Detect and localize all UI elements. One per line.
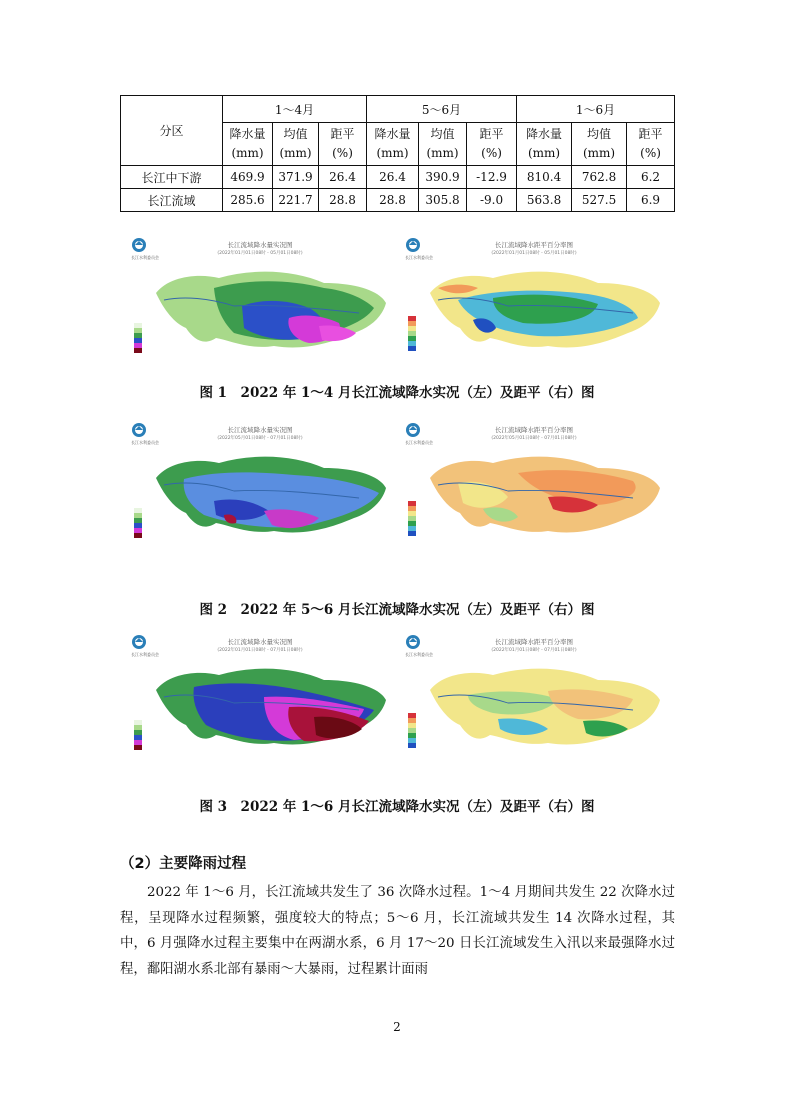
map-legend: [134, 508, 142, 538]
table-cell: -9.0: [467, 189, 517, 212]
svg-text:长江水利委员会: 长江水利委员会: [405, 440, 433, 445]
agency-logo: [131, 635, 159, 657]
agency-logo: [405, 423, 433, 445]
table-row: [121, 189, 675, 212]
map-legend: [134, 323, 142, 353]
map-legend: [408, 501, 416, 536]
region-header: 分区: [121, 96, 223, 166]
col-header-mean: 均值 (mm): [273, 123, 319, 166]
section-heading: （2）主要降雨过程: [120, 856, 247, 872]
precip-map-left: [124, 413, 396, 556]
map-subtitle: (2022年05月01日08时 - 07月01日08时): [491, 436, 577, 441]
anomaly-map-right: [398, 625, 670, 768]
anomaly-map-graphic: [398, 228, 670, 371]
agency-logo: [405, 635, 433, 657]
table-cell: 221.7: [273, 189, 319, 212]
map-subtitle: (2022年01月01日08时 - 07月01日08时): [491, 648, 577, 653]
agency-logo: [131, 423, 159, 445]
table-row: [121, 166, 675, 189]
agency-logo: [131, 238, 159, 260]
col-header-mean: 均值 (mm): [572, 123, 627, 166]
precip-map-left: [124, 228, 396, 371]
anomaly-map-right: [398, 228, 670, 371]
table-cell: 469.9: [223, 166, 273, 189]
table-cell: 285.6: [223, 189, 273, 212]
map-title: 长江流域降水量实况图: [227, 241, 293, 249]
precip-map-left: [124, 625, 396, 768]
anomaly-map-graphic: [398, 625, 670, 768]
precip-map-graphic: [124, 228, 396, 371]
paragraph-text: 2022 年 1～6 月，长江流域共发生了 36 次降水过程。1～4 月期间共发生 22 次降水过程，呈现降水过程频繁，强度较大的特点；5～6 月，长江流域共发生 14 次降水过程，其中，6 月强降水过程主要集中在两湖水系，6 月 17～20 日长江流域发生入汛以来最强降水过程，鄱阳湖水系北部有暴雨～大暴雨，过程累计面雨: [120, 885, 675, 977]
table-cell: 305.8: [419, 189, 467, 212]
col-header-anomaly: 距平 (%): [319, 123, 367, 166]
map-subtitle: (2022年05月01日08时 - 07月01日08时): [217, 436, 303, 441]
map-subtitle: (2022年01月01日08时 - 05月01日08时): [491, 251, 577, 256]
svg-text:长江水利委员会: 长江水利委员会: [405, 255, 433, 260]
figure-caption: 图 3 2022 年 1～6 月长江流域降水实况（左）及距平（右）图: [199, 799, 595, 815]
table-cell: 28.8: [319, 189, 367, 212]
table-cell: 762.8: [572, 166, 627, 189]
agency-logo: [405, 238, 433, 260]
period-header: 5～6月: [367, 96, 517, 123]
table-cell: -12.9: [467, 166, 517, 189]
precipitation-table: [120, 95, 675, 212]
map-title: 长江流域降水量实况图: [227, 426, 293, 434]
table-cell: 26.4: [319, 166, 367, 189]
precip-map-graphic: [124, 625, 396, 768]
map-legend: [134, 720, 142, 750]
table-cell: 390.9: [419, 166, 467, 189]
svg-text:长江水利委员会: 长江水利委员会: [131, 255, 159, 260]
map-legend: [408, 316, 416, 351]
table-cell: 6.2: [627, 166, 675, 189]
map-subtitle: (2022年01月01日08时 - 05月01日08时): [217, 251, 303, 256]
col-header-mean: 均值 (mm): [419, 123, 467, 166]
table-cell: 810.4: [517, 166, 572, 189]
anomaly-map-right: [398, 413, 670, 556]
map-title: 长江流域降水距平百分率图: [495, 638, 573, 646]
svg-text:长江水利委员会: 长江水利委员会: [131, 440, 159, 445]
anomaly-map-graphic: [398, 413, 670, 556]
precip-map-graphic: [124, 413, 396, 556]
map-subtitle: (2022年01月01日08时 - 07月01日08时): [217, 648, 303, 653]
table-cell: 28.8: [367, 189, 419, 212]
table-cell: 563.8: [517, 189, 572, 212]
body-paragraph: [120, 880, 675, 982]
map-title: 长江流域降水距平百分率图: [495, 241, 573, 249]
table-cell: 527.5: [572, 189, 627, 212]
period-header: 1～4月: [223, 96, 367, 123]
map-title: 长江流域降水量实况图: [227, 638, 293, 646]
map-legend: [408, 713, 416, 748]
svg-text:长江水利委员会: 长江水利委员会: [405, 652, 433, 657]
region-cell: 长江流域: [121, 189, 223, 212]
figure-caption: 图 1 2022 年 1～4 月长江流域降水实况（左）及距平（右）图: [199, 385, 595, 401]
col-header-precip: 降水量 (mm): [517, 123, 572, 166]
col-header-precip: 降水量 (mm): [367, 123, 419, 166]
col-header-anomaly: 距平 (%): [467, 123, 517, 166]
table-cell: 6.9: [627, 189, 675, 212]
table-cell: 26.4: [367, 166, 419, 189]
map-title: 长江流域降水距平百分率图: [495, 426, 573, 434]
page-number: 2: [393, 1020, 401, 1034]
col-header-anomaly: 距平 (%): [627, 123, 675, 166]
col-header-precip: 降水量 (mm): [223, 123, 273, 166]
table-cell: 371.9: [273, 166, 319, 189]
region-cell: 长江中下游: [121, 166, 223, 189]
svg-text:长江水利委员会: 长江水利委员会: [131, 652, 159, 657]
period-header: 1～6月: [517, 96, 675, 123]
figure-caption: 图 2 2022 年 5～6 月长江流域降水实况（左）及距平（右）图: [199, 602, 595, 618]
